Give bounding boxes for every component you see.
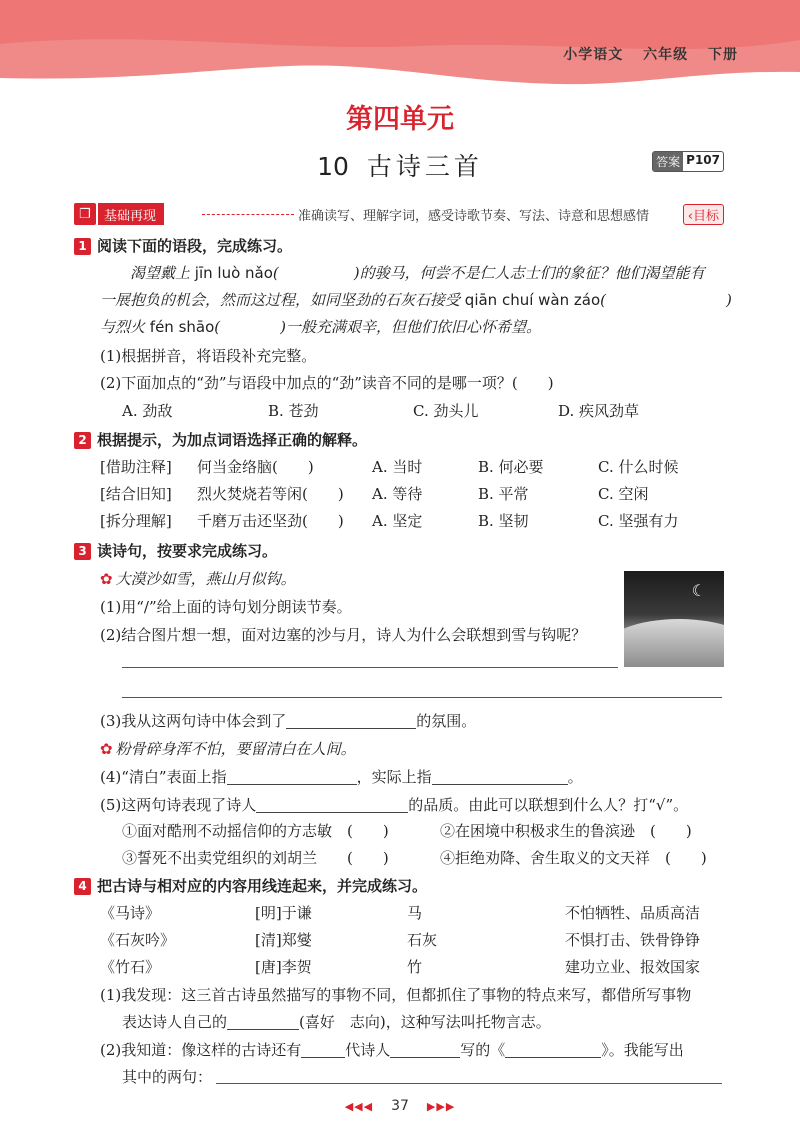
text: 其中的两句： (122, 1068, 213, 1086)
text: 写的《 (460, 1041, 506, 1059)
lesson-name: 古诗三首 (366, 152, 483, 181)
poem-title[interactable]: 《石灰吟》 (100, 931, 176, 949)
option-b: B. 平常 (478, 485, 529, 503)
text: ( )一般充满艰辛，但他们依旧心怀希望。 (214, 318, 541, 336)
poem-text: 大漠沙如雪，燕山月似钩。 (115, 570, 296, 588)
q4-sub-1-line-1: (1)我发现：这三首古诗虽然描写的事物不同，但都抓住了事物的特点来写，都借所写事物 (100, 986, 692, 1004)
passage-line-3 (100, 317, 541, 337)
question-text: 把古诗与相对应的内容用线连起来，并完成练习。 (97, 877, 428, 895)
choice-1[interactable]: ①面对酷刑不动摇信仰的方志敏 ( ) (122, 822, 389, 840)
text: 渴望戴上 (130, 264, 191, 282)
option-a: A. 等待 (372, 485, 423, 503)
answer-blank[interactable] (227, 768, 357, 785)
text: 一展抱负的机会，然而这过程，如同坚劲的石灰石接受 (100, 291, 461, 309)
flower-icon: ✿ (100, 740, 113, 758)
pinyin: jīn luò nǎo (194, 264, 273, 282)
section-bar (74, 203, 724, 225)
poem-title[interactable]: 《马诗》 (100, 904, 161, 922)
q3-sub-3 (100, 711, 476, 731)
answer-line[interactable] (122, 697, 722, 698)
flower-icon: ✿ (100, 570, 113, 588)
question-text: 读诗句，按要求完成练习。 (97, 542, 278, 560)
poem-line-2 (100, 739, 356, 759)
q3-sub-1: (1)用“/”给上面的诗句划分朗读节奏。 (100, 598, 352, 616)
text: 表达诗人自己的 (122, 1013, 228, 1031)
unit-title: 第四单元 (346, 104, 454, 135)
option-c: C. 劲头儿 (413, 402, 479, 420)
poem-author[interactable]: [唐]李贺 (255, 958, 312, 976)
q3-sub-4 (100, 767, 583, 787)
sand-dune (624, 619, 724, 667)
choice-4[interactable]: ④拒绝劝降、舍生取义的文天祥 ( ) (440, 849, 707, 867)
q4-sub-2-line-2 (122, 1067, 212, 1087)
header-band (0, 0, 800, 92)
chevron-left-icon: ‹ (687, 209, 693, 224)
desert-moon-image (624, 571, 724, 667)
poem-meaning[interactable]: 不惧打击、铁骨铮铮 (565, 931, 701, 949)
lesson-number: 10 (317, 152, 349, 181)
question-number: 1 (74, 238, 91, 255)
poem-object[interactable]: 石灰 (407, 931, 438, 949)
question-number: 2 (74, 432, 91, 449)
passage-line-1 (130, 263, 705, 283)
text: 代诗人 (345, 1041, 391, 1059)
phrase: 何当金络脑( ) (197, 458, 314, 476)
passage-line-2 (100, 290, 732, 310)
question-number: 3 (74, 543, 91, 560)
section-goal-text: 准确读写、理解字词，感受诗歌节奏、写法、诗意和思想感情 (298, 209, 650, 224)
answer-blank[interactable] (286, 712, 416, 729)
answer-line[interactable] (122, 667, 618, 668)
arrow-right-icon: ▶▶▶ (426, 1100, 456, 1113)
option-b: B. 何必要 (478, 458, 544, 476)
page-footer (0, 1098, 800, 1114)
option-d: D. 疾风劲草 (558, 402, 640, 420)
answer-label: 答案 (653, 152, 683, 171)
answer-blank[interactable] (301, 1041, 345, 1058)
option-c: C. 什么时候 (598, 458, 679, 476)
volume-label: 下册 (708, 47, 738, 63)
question-text: 阅读下面的语段，完成练习。 (97, 237, 293, 255)
option-b: B. 坚韧 (478, 512, 529, 530)
option-a: A. 当时 (372, 458, 423, 476)
question-4-title (74, 876, 427, 896)
book-icon: ❐ (74, 203, 96, 225)
text: 》。我能写出 (601, 1041, 684, 1059)
text: ( ) (600, 291, 732, 309)
section-badge (74, 203, 164, 225)
page-number: 37 (391, 1098, 409, 1114)
phrase: 千磨万击还坚劲( ) (197, 512, 344, 530)
question-text: 根据提示，为加点词语选择正确的解释。 (97, 431, 368, 449)
poem-line-1 (100, 569, 296, 589)
answer-blank[interactable] (505, 1041, 601, 1058)
option-c: C. 坚强有力 (598, 512, 679, 530)
text: 。 (567, 768, 583, 786)
text: (3)我从这两句诗中体会到了 (100, 712, 287, 730)
moon-icon: ☾ (691, 581, 706, 600)
question-3-title (74, 541, 277, 561)
poem-object[interactable]: 马 (407, 904, 423, 922)
text: 的品质。由此可以联想到什么人？打“√”。 (408, 796, 689, 814)
choice-3[interactable]: ③誓死不出卖党组织的刘胡兰 ( ) (122, 849, 389, 867)
q1-sub-1: (1)根据拼音，将语段补充完整。 (100, 347, 317, 365)
poem-meaning[interactable]: 不怕牺牲、品质高洁 (565, 904, 701, 922)
poem-author[interactable]: [明]于谦 (255, 904, 312, 922)
poem-text: 粉骨碎身浑不怕，要留清白在人间。 (115, 740, 356, 758)
text: (喜好 志向)，这种写法叫托物言志。 (299, 1013, 551, 1031)
answer-page-tag (652, 151, 724, 172)
q3-sub-5 (100, 795, 688, 815)
answer-blank[interactable] (390, 1041, 460, 1058)
poem-object[interactable]: 竹 (407, 958, 423, 976)
option-b: B. 苍劲 (268, 402, 319, 420)
poem-meaning[interactable]: 建功立业、报效国家 (565, 958, 701, 976)
choice-2[interactable]: ②在困境中积极求生的鲁滨逊 ( ) (440, 822, 692, 840)
question-number: 4 (74, 878, 91, 895)
arrow-left-icon: ◀◀◀ (344, 1100, 374, 1113)
q4-sub-2-line-1 (100, 1040, 684, 1060)
hint-tag: [结合旧知] (100, 485, 172, 503)
answer-blank[interactable] (227, 1013, 299, 1030)
pinyin: qiān chuí wàn záo (464, 291, 601, 309)
pinyin: fén shāo (149, 318, 215, 336)
option-a: A. 坚定 (372, 512, 423, 530)
hint-tag: [拆分理解] (100, 512, 172, 530)
question-2-title (74, 430, 367, 450)
answer-blank[interactable] (256, 796, 408, 813)
text: (5)这两句诗表现了诗人 (100, 796, 257, 814)
option-a: A. 劲敌 (122, 402, 173, 420)
q4-sub-1-line-2 (122, 1012, 551, 1032)
text: 的氛围。 (416, 712, 477, 730)
goal-tag-label: 目标 (692, 209, 719, 224)
poem-title[interactable]: 《竹石》 (100, 958, 161, 976)
answer-line[interactable] (216, 1083, 722, 1084)
question-1-title (74, 236, 292, 256)
section-label: 基础再现 (98, 203, 164, 225)
answer-blank[interactable] (432, 768, 568, 785)
grade-label: 六年级 (643, 47, 689, 63)
hint-tag: [借助注释] (100, 458, 172, 476)
text: (4)“清白”表面上指 (100, 768, 227, 786)
text: 与烈火 (100, 318, 146, 336)
goal-tag (683, 204, 724, 225)
text: ( )的骏马，何尝不是仁人志士们的象征？他们渴望能有 (272, 264, 705, 282)
q1-sub-2: (2)下面加点的“劲”与语段中加点的“劲”读音不同的是哪一项？( ) (100, 374, 554, 392)
text: (2)我知道：像这样的古诗还有 (100, 1041, 302, 1059)
section-divider (202, 214, 294, 215)
book-info (549, 44, 738, 64)
answer-page: P107 (686, 153, 720, 167)
subject-label: 小学语文 (563, 47, 624, 63)
poem-author[interactable]: [清]郑燮 (255, 931, 312, 949)
q3-sub-2: (2)结合图片想一想，面对边塞的沙与月，诗人为什么会联想到雪与钩呢？ (100, 626, 587, 644)
text: ，实际上指 (356, 768, 432, 786)
option-c: C. 空闲 (598, 485, 649, 503)
phrase: 烈火焚烧若等闲( ) (197, 485, 344, 503)
